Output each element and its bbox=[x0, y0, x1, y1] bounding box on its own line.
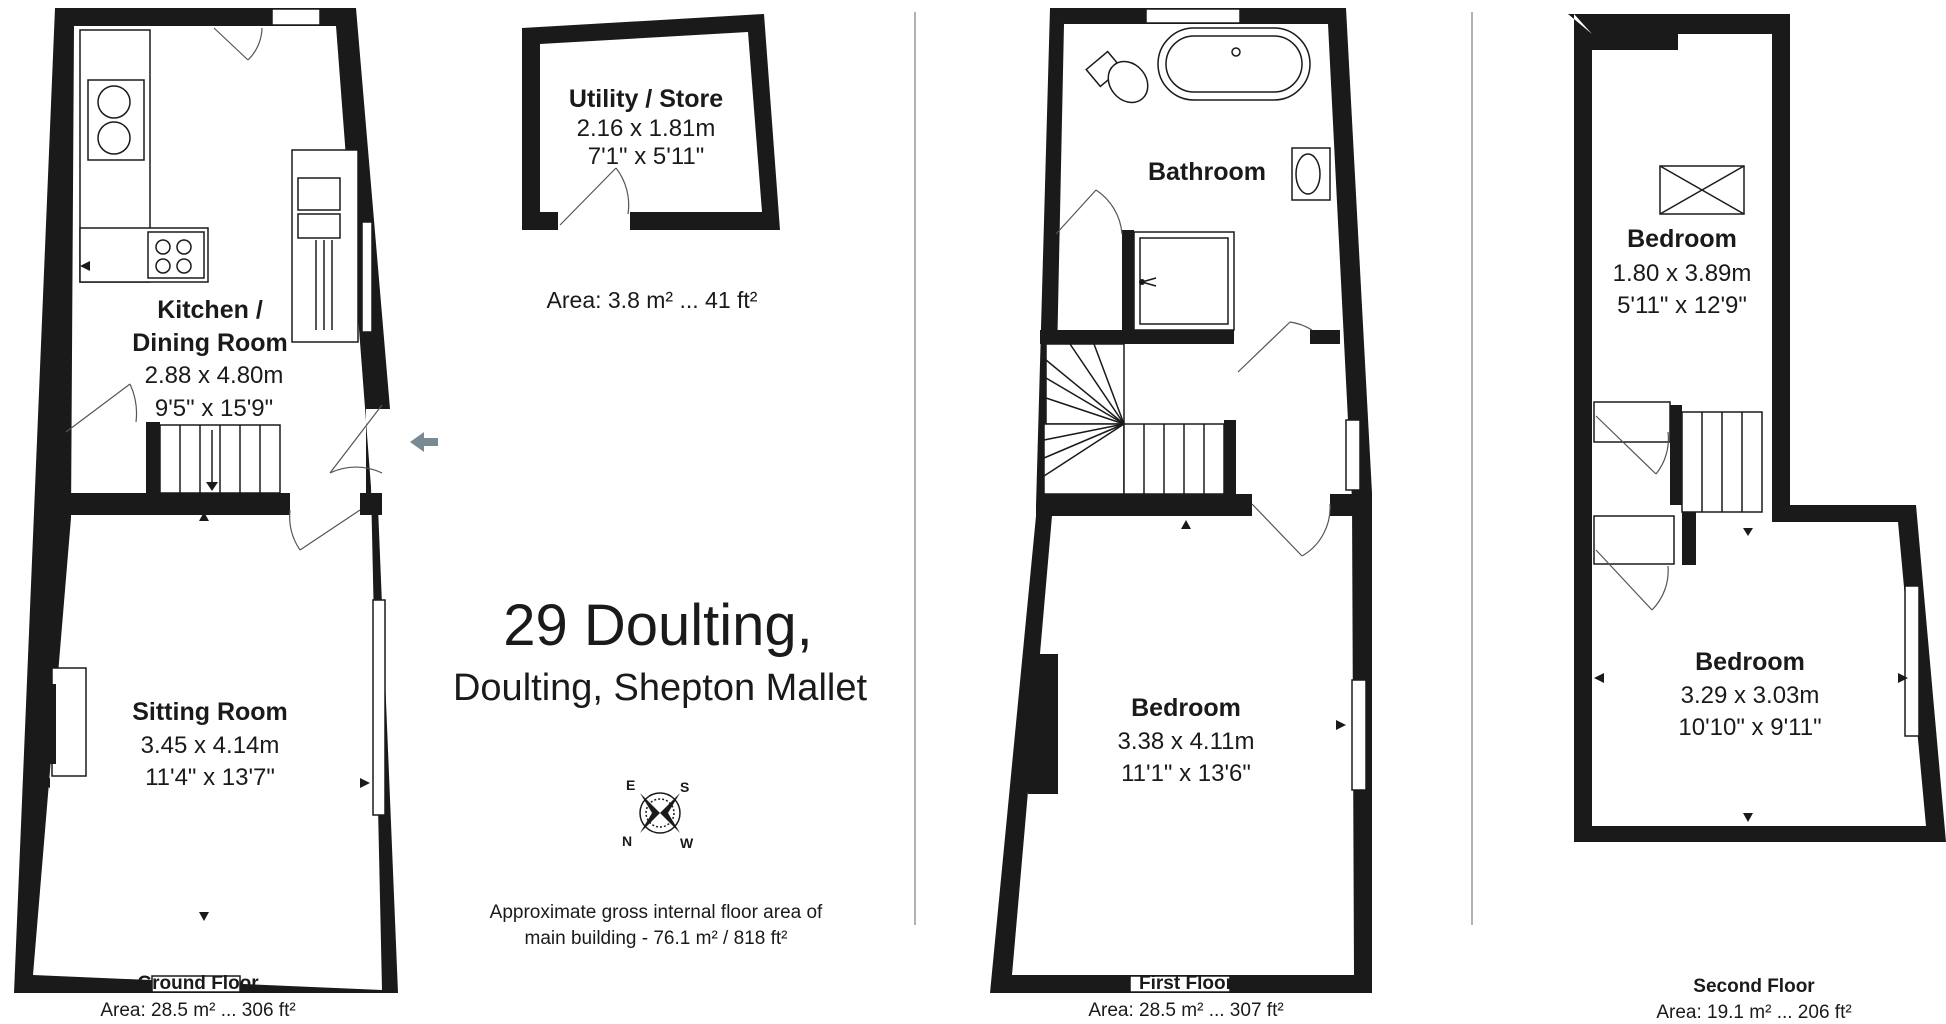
ground-floor-area: Area: 28.5 m² ... 306 ft² bbox=[100, 1000, 296, 1021]
compass-s: S bbox=[680, 779, 690, 795]
first-toilet bbox=[1086, 52, 1156, 111]
second-floor-area: Area: 19.1 m² ... 206 ft² bbox=[1656, 1002, 1852, 1023]
second-floor-label: Second Floor bbox=[1693, 976, 1815, 997]
utility-name: Utility / Store bbox=[568, 85, 724, 113]
second-bedroom1-dim-m: 1.80 x 3.89m bbox=[1612, 260, 1752, 287]
kitchen-sink-unit bbox=[292, 150, 358, 342]
utility-area: Area: 3.8 m² ... 41 ft² bbox=[546, 287, 758, 313]
kitchen-dim-ft: 9'5" x 15'9" bbox=[154, 395, 274, 422]
bathroom-name: Bathroom bbox=[1147, 158, 1267, 186]
gross-area-line2: main building - 76.1 m² / 818 ft² bbox=[524, 928, 788, 949]
kitchen-dim-m: 2.88 x 4.80m bbox=[144, 362, 284, 389]
utility-dim-m: 2.16 x 1.81m bbox=[576, 115, 716, 142]
second-bedroom2-dim-m: 3.29 x 3.03m bbox=[1680, 682, 1820, 709]
second-bedroom2-dim-ft: 10'10" x 9'11" bbox=[1678, 714, 1822, 741]
ground-door-stairs bbox=[66, 384, 137, 432]
sitting-dim-m: 3.45 x 4.14m bbox=[140, 732, 280, 759]
kitchen-name-2: Dining Room bbox=[132, 329, 288, 357]
ground-window-top bbox=[272, 9, 320, 25]
entrance-arrow bbox=[410, 432, 438, 452]
kitchen-hob bbox=[88, 80, 144, 160]
second-rooflight bbox=[1660, 166, 1744, 214]
ground-fireplace bbox=[52, 668, 86, 776]
ground-internal-wall bbox=[60, 493, 290, 515]
sitting-name: Sitting Room bbox=[132, 698, 288, 726]
first-basin bbox=[1292, 148, 1330, 200]
first-bedroom-dim-m: 3.38 x 4.11m bbox=[1117, 728, 1255, 755]
first-floor-label: First Floor bbox=[1139, 973, 1233, 994]
compass-rose bbox=[640, 793, 680, 833]
compass-w: W bbox=[680, 835, 694, 851]
ground-stair-wall bbox=[146, 422, 160, 493]
second-bedroom1-name: Bedroom bbox=[1627, 225, 1737, 253]
compass-n: N bbox=[622, 833, 633, 849]
utility-dim-ft: 7'1" x 5'11" bbox=[587, 143, 705, 170]
gross-area-line1: Approximate gross internal floor area of bbox=[489, 902, 823, 923]
page-title: 29 Doulting, bbox=[503, 593, 813, 658]
first-floor-plan bbox=[990, 8, 1372, 993]
first-stairs bbox=[1044, 344, 1236, 498]
ground-door-kitchen bbox=[290, 510, 360, 550]
ground-internal-wall-2 bbox=[360, 493, 382, 515]
ground-floor-plan bbox=[14, 8, 438, 993]
ground-window-sitting-right bbox=[373, 600, 385, 815]
page-subtitle: Doulting, Shepton Mallet bbox=[452, 667, 868, 709]
first-chimney-breast bbox=[1028, 654, 1058, 794]
second-bedroom1-dim-ft: 5'11" x 12'9" bbox=[1617, 292, 1747, 319]
ground-floor-label: Ground Floor bbox=[137, 973, 259, 994]
first-shower bbox=[1134, 232, 1234, 330]
first-floor-area: Area: 28.5 m² ... 307 ft² bbox=[1088, 1000, 1284, 1021]
ground-window-kitchen-right bbox=[362, 222, 372, 332]
ground-stairs bbox=[160, 425, 280, 493]
first-bedroom-name: Bedroom bbox=[1131, 694, 1241, 722]
ground-door-front bbox=[330, 405, 382, 473]
first-bedroom-dim-ft: 11'1" x 13'6" bbox=[1121, 760, 1251, 787]
kitchen-name-1: Kitchen / bbox=[157, 296, 263, 324]
kitchen-oven bbox=[148, 232, 204, 278]
sitting-dim-ft: 11'4" x 13'7" bbox=[145, 764, 275, 791]
compass-e: E bbox=[626, 777, 636, 793]
ground-door-back bbox=[214, 28, 262, 60]
second-bedroom2-name: Bedroom bbox=[1695, 648, 1805, 676]
